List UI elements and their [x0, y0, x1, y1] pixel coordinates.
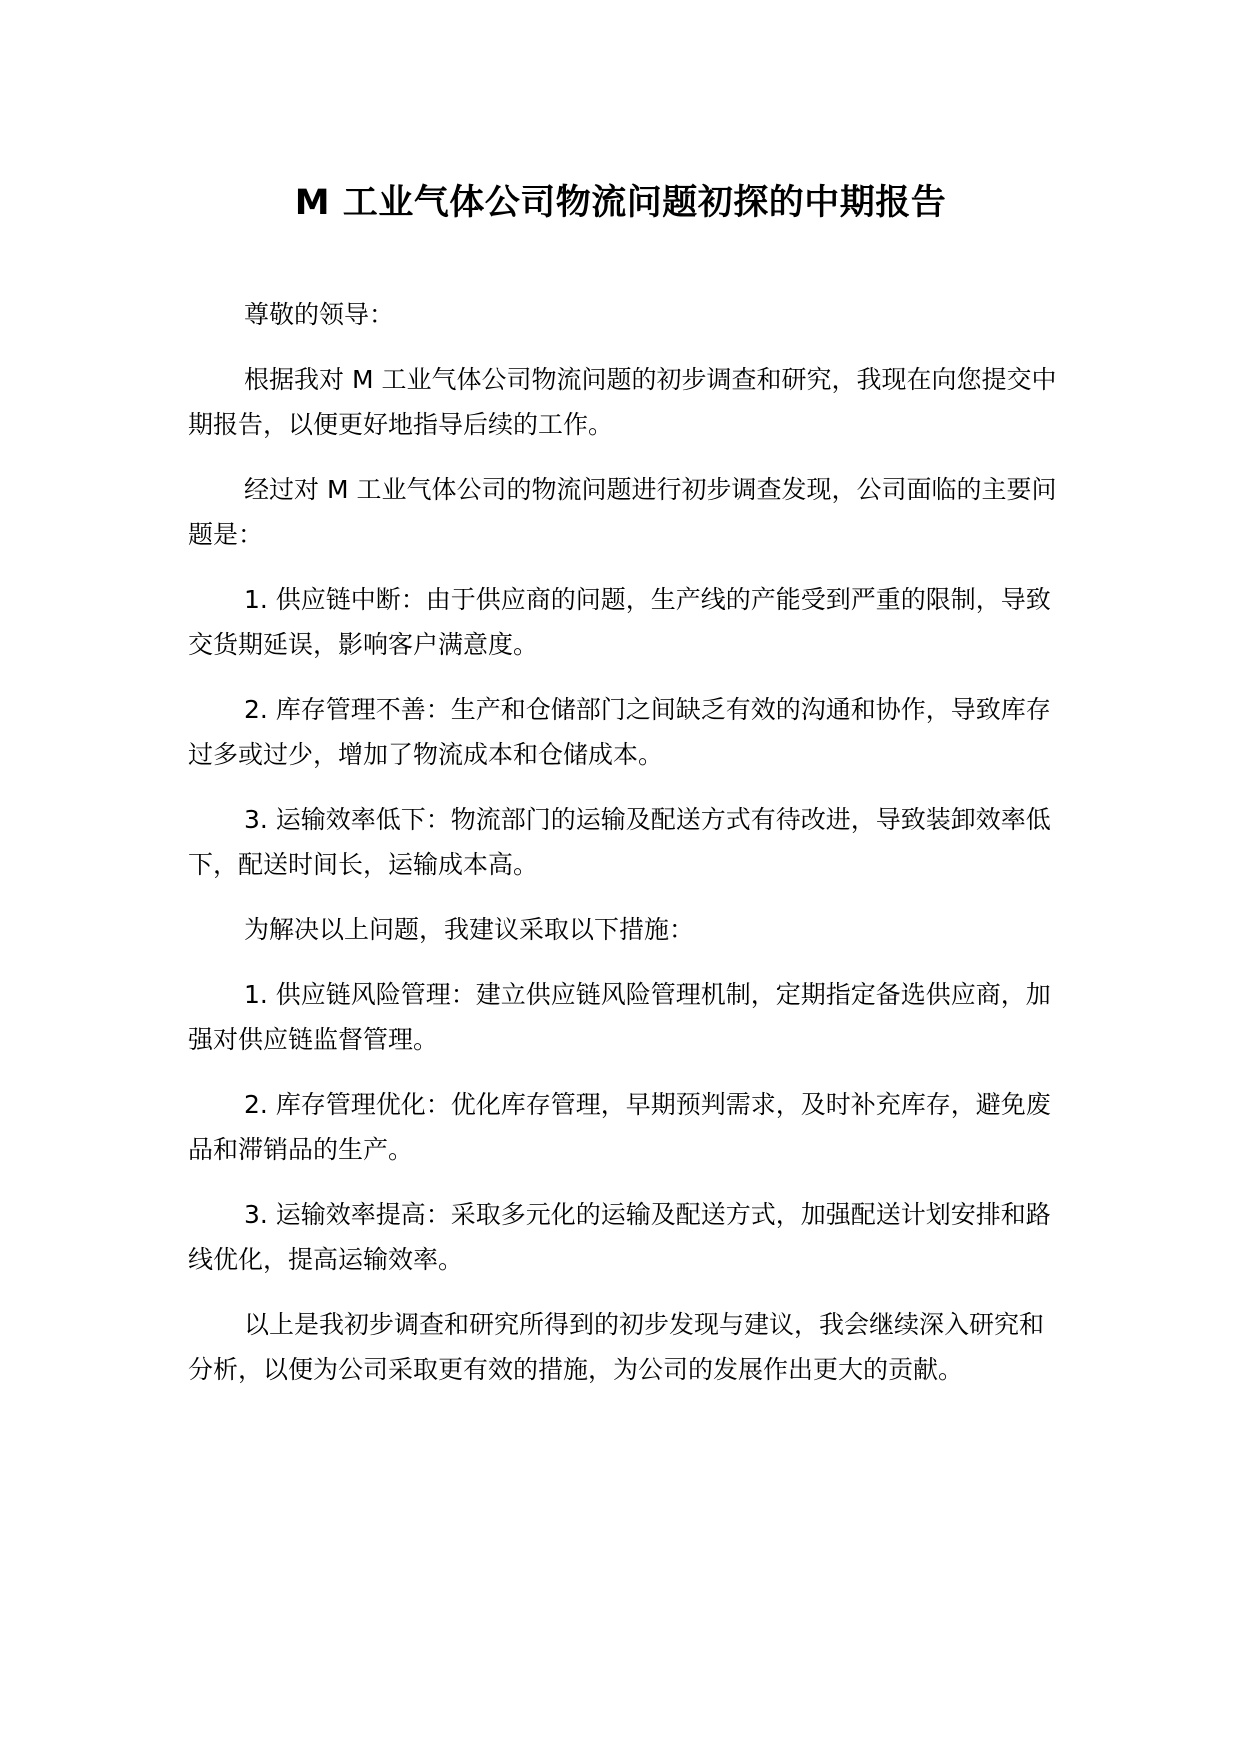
paragraph-problem-1: 1. 供应链中断：由于供应商的问题，生产线的产能受到严重的限制，导致交货期延误，影响客户满意度。 [188, 585, 1051, 659]
paragraph-problem-2: 2. 库存管理不善：生产和仓储部门之间缺乏有效的沟通和协作，导致库存过多或过少，增加了物流成本和仓储成本。 [188, 695, 1051, 769]
document-body [188, 292, 1068, 1412]
paragraph-findings-lead: 经过对 M 工业气体公司的物流问题进行初步调查发现，公司面临的主要问题是： [188, 475, 1057, 549]
paragraph-intro: 根据我对 M 工业气体公司物流问题的初步调查和研究，我现在向您提交中期报告，以便更好地指导后续的工作。 [188, 365, 1057, 439]
paragraph-measure-3: 3. 运输效率提高：采取多元化的运输及配送方式，加强配送计划安排和路线优化，提高运输效率。 [188, 1200, 1051, 1274]
paragraph-conclusion: 以上是我初步调查和研究所得到的初步发现与建议，我会继续深入研究和分析，以便为公司采取更有效的措施，为公司的发展作出更大的贡献。 [188, 1310, 1045, 1384]
paragraph-measure-2: 2. 库存管理优化：优化库存管理，早期预判需求，及时补充库存，避免废品和滞销品的生产。 [188, 1090, 1051, 1164]
document-title: M 工业气体公司物流问题初探的中期报告 [294, 183, 947, 223]
paragraph-problem-3: 3. 运输效率低下：物流部门的运输及配送方式有待改进，导致装卸效率低下，配送时间长，运输成本高。 [188, 805, 1051, 879]
salutation: 尊敬的领导： [244, 300, 395, 329]
paragraph-measures-lead: 为解决以上问题，我建议采取以下措施： [244, 915, 695, 944]
paragraph-measure-1: 1. 供应链风险管理：建立供应链风险管理机制，定期指定备选供应商，加强对供应链监督管理。 [188, 980, 1051, 1054]
